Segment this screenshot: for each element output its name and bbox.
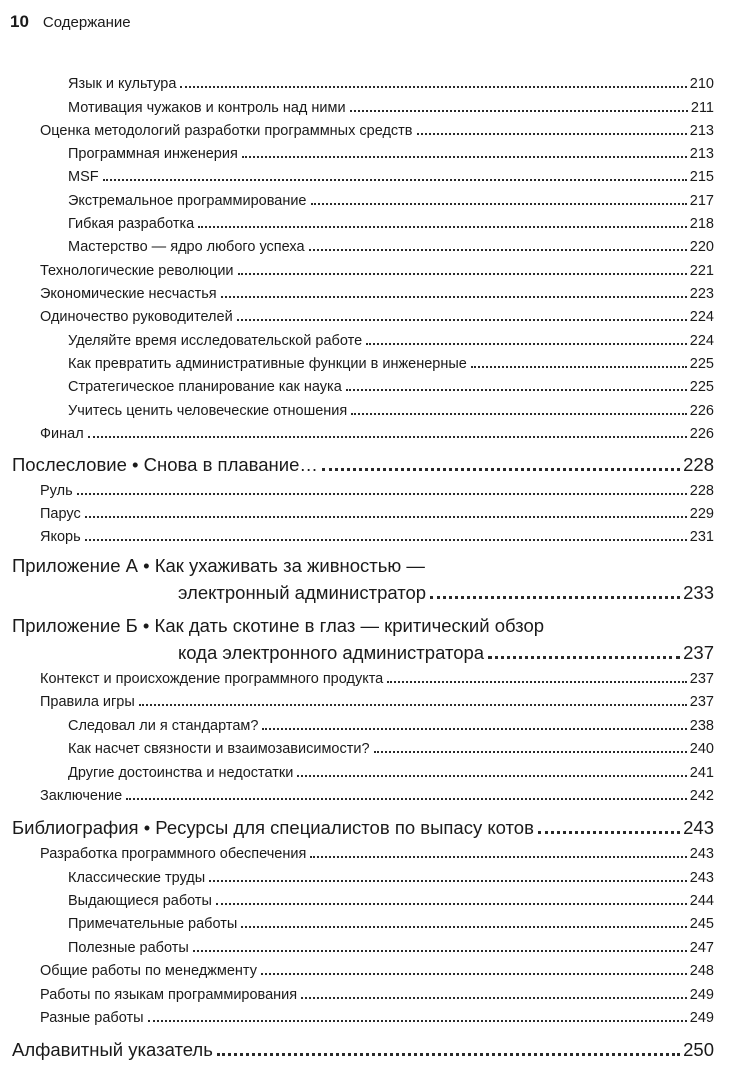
dot-leader xyxy=(216,903,687,905)
toc-entry-title: Как превратить административные функции в инженерные xyxy=(68,356,467,372)
toc-entry[interactable] xyxy=(40,257,714,279)
toc-entry-page: 224 xyxy=(689,309,714,325)
dot-leader xyxy=(217,1053,680,1056)
toc-entry-page: 249 xyxy=(689,987,714,1003)
toc-entry[interactable] xyxy=(68,735,714,757)
toc-entry[interactable] xyxy=(68,187,714,209)
dot-leader xyxy=(262,728,686,730)
dot-leader xyxy=(148,1020,687,1022)
toc-entry[interactable] xyxy=(40,117,714,139)
toc-entry[interactable] xyxy=(68,397,714,419)
running-title: Содержание xyxy=(42,14,131,31)
toc-entry[interactable] xyxy=(40,840,714,862)
toc-entry-title: Экономические несчастья xyxy=(40,286,217,302)
toc-entry-title: Язык и культура xyxy=(68,76,177,92)
toc-entry-title: Технологические революции xyxy=(40,263,234,279)
toc-entry-page: 247 xyxy=(689,940,714,956)
page-number: 10 xyxy=(10,12,29,31)
toc-entry-title: Программная инженерия xyxy=(68,146,238,162)
toc-chapter-title: Послесловие • Снова в плавание… xyxy=(12,454,318,475)
toc-entry[interactable] xyxy=(40,477,714,499)
toc-chapter-page: 233 xyxy=(683,582,714,603)
toc-chapter-page: 228 xyxy=(683,454,714,475)
toc-entry[interactable] xyxy=(68,373,714,395)
toc-entry-title: Классические труды xyxy=(68,870,206,886)
toc-chapter-page: 237 xyxy=(683,642,714,663)
toc-entry-page: 210 xyxy=(689,76,714,92)
toc-entry-page: 226 xyxy=(689,403,714,419)
dot-leader xyxy=(366,343,687,345)
toc-entry[interactable] xyxy=(68,140,714,162)
toc-entry-page: 241 xyxy=(689,765,714,781)
toc-chapter-page: 250 xyxy=(683,1039,714,1060)
toc-entry[interactable] xyxy=(40,303,714,325)
dot-leader xyxy=(209,880,687,882)
toc-entry-page: 231 xyxy=(689,529,714,545)
toc-entry-title: Правила игры xyxy=(40,694,135,710)
dot-leader xyxy=(309,249,687,251)
dot-leader xyxy=(346,389,687,391)
toc-entry-title: Другие достоинства и недостатки xyxy=(68,765,294,781)
toc-chapter-page: 243 xyxy=(683,817,714,838)
toc-entry-title: Разные работы xyxy=(40,1010,144,1026)
toc-entry[interactable] xyxy=(40,280,714,302)
toc-entry[interactable] xyxy=(68,210,714,232)
dot-leader xyxy=(88,436,687,438)
toc-entry-page: 226 xyxy=(689,426,714,442)
dot-leader xyxy=(471,366,687,368)
toc-entry-title: Как насчет связности и взаимозависимости? xyxy=(68,741,370,757)
toc-entry-title: Заключение xyxy=(40,788,123,804)
toc-entry[interactable] xyxy=(68,327,714,349)
toc-entry-page: 224 xyxy=(689,333,714,349)
toc-entry-page: 223 xyxy=(689,286,714,302)
toc-entry[interactable] xyxy=(68,910,714,932)
toc-entry-page: 221 xyxy=(689,263,714,279)
toc-entry-page: 249 xyxy=(689,1010,714,1026)
dot-leader xyxy=(198,226,687,228)
toc-entry-page: 229 xyxy=(689,506,714,522)
toc-entry-title: Контекст и происхождение программного продукта xyxy=(40,671,384,687)
dot-leader xyxy=(350,110,688,112)
toc-entry-title: Одиночество руководителей xyxy=(40,309,233,325)
dot-leader xyxy=(242,156,687,158)
dot-leader xyxy=(221,296,687,298)
dot-leader xyxy=(85,516,687,518)
toc-entry-page: 243 xyxy=(689,846,714,862)
dot-leader xyxy=(180,86,686,88)
toc-entry[interactable] xyxy=(40,1004,714,1026)
toc-entry-page: 225 xyxy=(689,379,714,395)
dot-leader xyxy=(85,539,687,541)
toc-entry-page: 242 xyxy=(689,788,714,804)
toc-entry-title: Мастерство — ядро любого успеха xyxy=(68,239,305,255)
toc-entry-title: Уделяйте время исследовательской работе xyxy=(68,333,363,349)
toc-chapter-appendix-a-heading[interactable]: Приложение А • Как ухаживать за живностью — xyxy=(12,555,425,576)
toc-chapter-title: кода электронного администратора xyxy=(178,642,485,663)
toc-chapter-appendix-b[interactable] xyxy=(178,638,714,664)
toc-chapter-index[interactable] xyxy=(12,1035,714,1061)
toc-entry-title: Стратегическое планирование как наука xyxy=(68,379,342,395)
toc-entry-title: Работы по языкам программирования xyxy=(40,987,298,1003)
dot-leader xyxy=(310,856,686,858)
dot-leader xyxy=(322,468,680,471)
toc-entry-title: Полезные работы xyxy=(68,940,189,956)
toc-entry-page: 237 xyxy=(689,694,714,710)
dot-leader xyxy=(237,319,687,321)
toc-entry[interactable] xyxy=(68,233,714,255)
toc-entry[interactable] xyxy=(68,934,714,956)
toc-entry[interactable] xyxy=(40,523,714,545)
toc-entry-page: 220 xyxy=(689,239,714,255)
toc-entry-page: 248 xyxy=(689,963,714,979)
toc-entry-title: Гибкая разработка xyxy=(68,216,195,232)
toc-entry[interactable] xyxy=(40,665,714,687)
dot-leader xyxy=(351,413,687,415)
toc-entry-page: 213 xyxy=(689,123,714,139)
toc-entry[interactable] xyxy=(68,163,714,185)
toc-entry[interactable] xyxy=(68,94,714,116)
toc-entry-title: Руль xyxy=(40,483,73,499)
toc-entry-title: Парус xyxy=(40,506,81,522)
toc-chapter-title: Библиография • Ресурсы для специалистов по выпасу котов xyxy=(12,817,534,838)
toc-chapter-appendix-b-heading[interactable]: Приложение Б • Как дать скотине в глаз — критический обзор xyxy=(12,615,545,636)
toc-entry[interactable] xyxy=(40,500,714,522)
toc-entry-title: MSF xyxy=(68,169,99,185)
toc-entry-page: 245 xyxy=(689,916,714,932)
toc-entry-title: Выдающиеся работы xyxy=(68,893,212,909)
dot-leader xyxy=(193,950,687,952)
dot-leader xyxy=(103,179,687,181)
toc-entry[interactable] xyxy=(40,957,714,979)
dot-leader xyxy=(261,973,687,975)
dot-leader xyxy=(238,273,687,275)
dot-leader xyxy=(488,656,680,659)
toc-entry[interactable] xyxy=(68,350,714,372)
toc-entry[interactable] xyxy=(40,782,714,804)
toc-entry-title: Следовал ли я стандартам? xyxy=(68,718,259,734)
dot-leader xyxy=(387,681,687,683)
toc-entry-title: Финал xyxy=(40,426,84,442)
toc-entry-title: Оценка методологий разработки программных средств xyxy=(40,123,413,139)
toc-entry-title: Якорь xyxy=(40,529,81,545)
dot-leader xyxy=(241,926,687,928)
toc-entry-title: Общие работы по менеджменту xyxy=(40,963,257,979)
toc-chapter-title: электронный администратор xyxy=(178,582,427,603)
toc-entry-page: 237 xyxy=(689,671,714,687)
toc-entry-page: 225 xyxy=(689,356,714,372)
dot-leader xyxy=(301,997,687,999)
toc-entry-title: Мотивация чужаков и контроль над ними xyxy=(68,100,346,116)
toc-entry-page: 217 xyxy=(689,193,714,209)
toc-entry-title: Разработка программного обеспечения xyxy=(40,846,307,862)
toc-entry-page: 244 xyxy=(689,893,714,909)
dot-leader xyxy=(538,831,680,834)
toc-entry-title: Учитесь ценить человеческие отношения xyxy=(68,403,348,419)
toc-chapter-afterword[interactable] xyxy=(12,450,714,476)
toc-entry[interactable] xyxy=(68,887,714,909)
toc-entry[interactable] xyxy=(40,981,714,1003)
toc-entry-page: 228 xyxy=(689,483,714,499)
dot-leader xyxy=(77,493,687,495)
toc-entry-page: 213 xyxy=(689,146,714,162)
toc-entry[interactable] xyxy=(68,70,714,92)
toc-entry-page: 238 xyxy=(689,718,714,734)
toc-chapter-title: Алфавитный указатель xyxy=(12,1039,213,1060)
dot-leader xyxy=(297,775,686,777)
dot-leader xyxy=(417,133,687,135)
toc-entry[interactable] xyxy=(68,712,714,734)
toc-entry-title: Примечательные работы xyxy=(68,916,238,932)
toc-entry-page: 215 xyxy=(689,169,714,185)
toc-entry-page: 211 xyxy=(690,100,714,116)
dot-leader xyxy=(139,704,687,706)
toc-entry[interactable] xyxy=(40,688,714,710)
dot-leader xyxy=(311,203,687,205)
toc-chapter-appendix-a[interactable] xyxy=(178,578,714,604)
dot-leader xyxy=(430,596,680,599)
toc-entry[interactable] xyxy=(68,864,714,886)
toc-entry[interactable] xyxy=(68,759,714,781)
toc-chapter-bibliography[interactable] xyxy=(12,813,714,839)
toc-entry[interactable] xyxy=(40,420,714,442)
toc-entry-page: 218 xyxy=(689,216,714,232)
toc-entry-title: Экстремальное программирование xyxy=(68,193,307,209)
dot-leader xyxy=(126,798,687,800)
dot-leader xyxy=(374,751,687,753)
toc-entry-page: 240 xyxy=(689,741,714,757)
toc-entry-page: 243 xyxy=(689,870,714,886)
